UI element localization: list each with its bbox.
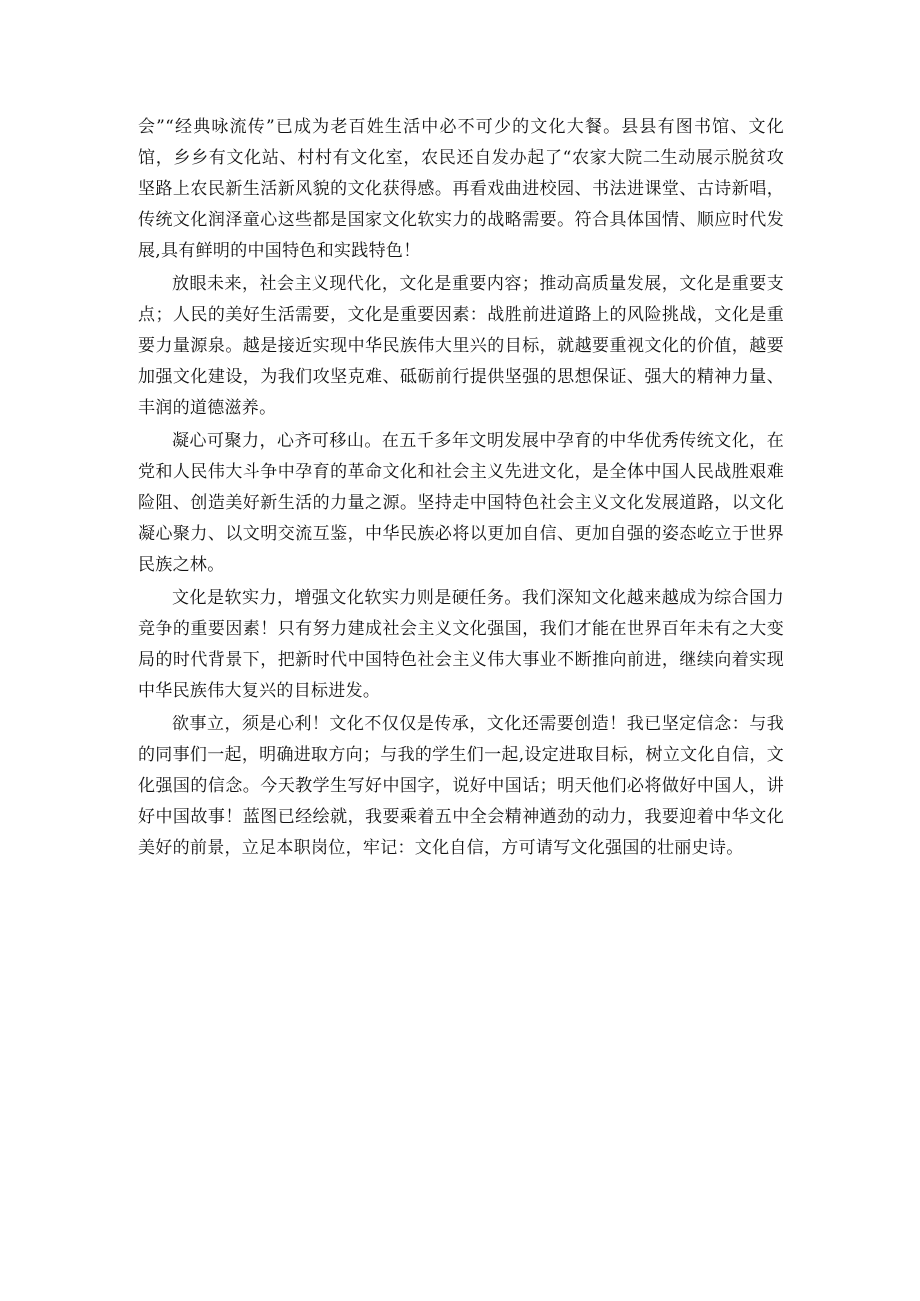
paragraph-commitment: 欲事立，须是心利！文化不仅仅是传承，文化还需要创造！我已坚定信念：与我的同事们一起，明确进取方向；与我的学生们一起,设定进取目标，树立文化自信，文化强国的信念。今天教学生写好中国字，说好中国话；明天他们必将做好中国人，讲好中国故事！蓝图已经绘就，我要乘着五中全会精神遒劲的动力，我要迎着中华文化美好的前景，立足本职岗位，牢记：文化自信，方可请写文化强国的壮丽史诗。	[138, 714, 784, 858]
paragraph-soft-power: 文化是软实力，增强文化软实力则是硬任务。我们深知文化越来越成为综合国力竞争的重要因素！只有努力建成社会主义文化强国，我们才能在世界百年未有之大变局的时代背景下，把新时代中国特色社会主义伟大事业不断推向前进，继续向着实现中华民族伟大复兴的目标进发。	[138, 588, 784, 701]
paragraph-future: 放眼未来，社会主义现代化，文化是重要内容；推动高质量发展，文化是重要支点；人民的美好生活需要，文化是重要因素：战胜前进道路上的风险挑战，文化是重要力量源泉。越是接近实现中华民族伟大里兴的目标，就越要重视文化的价值，越要加强文化建设，为我们攻坚克难、砥砺前行提供坚强的思想保证、强大的精神力量、丰润的道德滋养。	[138, 274, 784, 418]
paragraph-continued: 会”“经典咏流传”已成为老百姓生活中必不可少的文化大餐。县县有图书馆、文化馆，乡乡有文化站、村村有文化室，农民还自发办起了“农家大院二生动展示脱贫攻坚路上农民新生活新风貌的文化获得感。再看戏曲进校园、书法进课堂、古诗新唱，传统文化润泽童心这些都是国家文化软实力的战略需要。符合具体国情、顺应时代发展,具有鲜明的中国特色和实践特色！	[138, 117, 784, 261]
paragraph-unity: 凝心可聚力，心齐可移山。在五千多年文明发展中孕育的中华优秀传统文化，在党和人民伟大斗争中孕育的革命文化和社会主义先进文化，是全体中国人民战胜艰难险阻、创造美好新生活的力量之源。坚持走中国特色社会主义文化发展道路，以文化凝心聚力、以文明交流互鉴，中华民族必将以更加自信、更加自强的姿态屹立于世界民族之林。	[138, 431, 784, 575]
document-body	[138, 112, 784, 866]
